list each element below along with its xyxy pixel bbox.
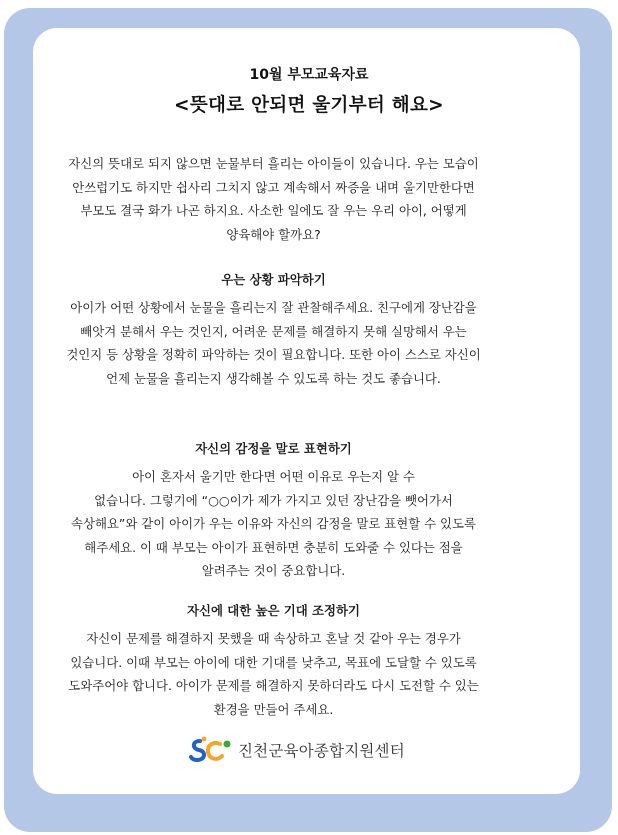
text-line: 것인지 등 상황을 정확히 파악하는 것이 필요합니다. 또한 아이 스스로 자신이 <box>66 347 481 362</box>
intro-paragraph <box>40 152 507 246</box>
text-line: 속상해요”와 같이 아이가 우는 이유와 자신의 감정을 말로 표현할 수 있도록 <box>71 516 476 531</box>
document-title: <뜻대로 안되면 울기부터 해요> <box>174 95 444 116</box>
footer-branding <box>188 735 405 765</box>
text-line: 빼앗겨 분해서 우는 것인지, 어려운 문제를 해결하지 못해 실망해서 우는 <box>80 323 467 339</box>
section-adjust-expectations <box>40 601 507 721</box>
text-line: 환경을 만들어 주세요. <box>213 701 334 717</box>
section-heading: 자신에 대한 높은 기대 조정하기 <box>187 603 360 618</box>
text-line: 해주세요. 이 때 부모는 아이가 표현하면 충분히 도와줄 수 있다는 점을 <box>84 539 463 555</box>
section-express-feelings <box>40 439 507 583</box>
section-body <box>40 465 507 583</box>
text-line: 아이가 어떤 상황에서 눈물을 흘리는지 잘 관찰해주세요. 친구에게 장난감을 <box>70 300 477 315</box>
text-line: 자신의 뜻대로 되지 않으면 눈물부터 흘리는 아이들이 있습니다. 우는 모습이 <box>68 156 479 171</box>
text-line: 있습니다. 이때 부모는 아이에 대한 기대를 낮추고, 목표에 도달할 수 있도록 <box>70 654 477 670</box>
document-subtitle: 10월 부모교육자료 <box>249 67 369 83</box>
text-line: 없습니다. 그렇기에 “○○이가 제가 가지고 있던 장난감을 뺏어가서 <box>94 492 453 508</box>
text-line: 양육해야 할까요? <box>226 226 321 242</box>
section-body <box>40 296 507 390</box>
text-line: 언제 눈물을 흘리는지 생각해볼 수 있도록 하는 것도 좋습니다. <box>106 370 441 386</box>
text-line: 알려주는 것이 중요합니다. <box>201 563 346 578</box>
section-heading: 우는 상황 파악하기 <box>221 272 326 287</box>
section-identify-situation <box>40 270 507 390</box>
text-line: 안쓰럽기도 하지만 쉽사리 그치지 않고 계속해서 짜증을 내며 울기만한다면 <box>72 179 475 195</box>
section-heading: 자신의 감정을 말로 표현하기 <box>195 441 352 456</box>
text-line: 부모도 결국 화가 나곤 하지요. 사소한 일에도 잘 우는 우리 아이, 어떻게 <box>80 203 467 218</box>
text-line: 자신이 문제를 해결하지 못했을 때 속상하고 혼날 것 같아 우는 경우가 <box>86 631 461 646</box>
organization-name: 진천군육아종합지원센터 <box>238 742 405 760</box>
text-line: 아이 혼자서 울기만 한다면 어떤 이유로 우는지 알 수 <box>132 469 415 484</box>
section-body <box>40 627 507 721</box>
center-logo-icon <box>188 735 232 765</box>
text-line: 도와주어야 합니다. 아이가 문제를 해결하지 못하더라도 다시 도전할 수 있는 <box>68 678 479 693</box>
